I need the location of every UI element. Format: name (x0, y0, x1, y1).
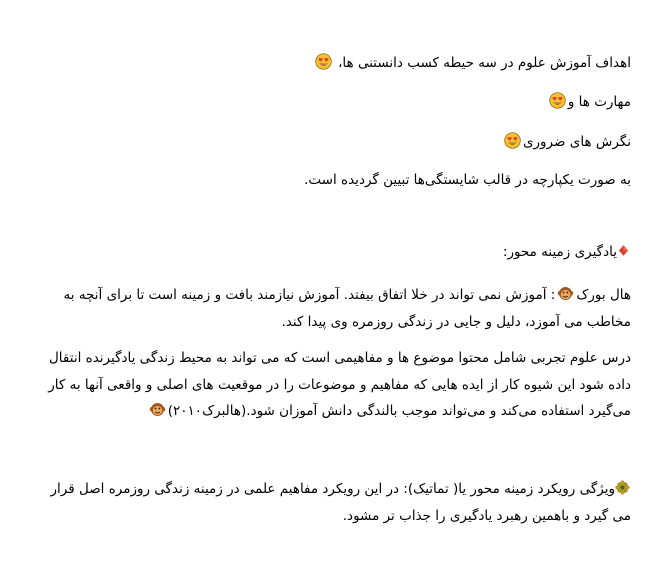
science-paragraph-line-1-text: درس علوم تجربی شامل محتوا موضوع ها و مفاهیمی است که می تواند به محیط زندگی یادگیرنده انتقال (49, 350, 631, 366)
smiling-face-heart-eyes-icon (315, 53, 332, 70)
goals-line-3-text: نگرش های ضروری (522, 134, 631, 150)
context-learning-heading-text: یادگیری زمینه محور: (502, 244, 617, 260)
thematic-approach-line-1 (24, 477, 631, 501)
science-paragraph-line-2-text: داده شود این شیوه کار از ایده هایی که مفاهیم و موضوعات را در موقعیت های اصلی و واقعی آنها به کار (48, 377, 631, 393)
goals-line-3 (24, 130, 631, 154)
thematic-approach-line-2-text: می گیرد و باهمین رهبرد یادگیری را جذاب تر مشود. (342, 508, 631, 524)
goals-line-1 (24, 51, 631, 75)
hallbork-paragraph-line-1 (24, 283, 631, 307)
hallbork-paragraph-text: : آموزش نمی تواند در خلا اتفاق بیفتد. آموزش نیازمند بافت و زمینه است تا برای آنچه به (63, 287, 556, 303)
science-paragraph-line-1 (24, 346, 631, 370)
science-paragraph-line-3 (24, 399, 631, 423)
goals-line-2 (24, 90, 631, 114)
smiling-face-heart-eyes-icon (504, 132, 521, 149)
goals-line-4-text: به صورت یکپارچه در قالب شایستگی‌ها تبیین گردیده است. (304, 172, 631, 188)
red-diamond-bullet-icon (617, 244, 630, 257)
hallbork-paragraph-line-2 (24, 310, 631, 334)
thematic-approach-line-1-text: ویژگی رویکرد زمینه محور یا( تماتیک): در این رویکرد مفاهیم علمی در زمینه زندگی روزمره اصل قرار (50, 481, 615, 497)
monkey-face-icon (149, 401, 166, 418)
context-learning-heading (24, 240, 631, 264)
goals-line-2-text: مهارت ها و (567, 94, 631, 110)
hallbork-name: هال بورک (576, 287, 631, 303)
goals-line-1-text: اهداف آموزش علوم در سه حیطه کسب دانستنی ها، (338, 55, 631, 71)
smiling-face-heart-eyes-icon (549, 92, 566, 109)
thematic-approach-line-2 (24, 504, 631, 528)
science-paragraph-line-2 (24, 373, 631, 397)
flower-bullet-icon (615, 480, 630, 495)
science-paragraph-line-3-text: می‌گیرد استفاده می‌کند و می‌تواند موجب بالندگی دانش آموزان شود.(هالبرک۲۰۱۰) (167, 403, 631, 419)
goals-line-4 (24, 168, 631, 192)
monkey-face-icon (557, 285, 574, 302)
hallbork-paragraph-line-2-text: مخاطب می آموزد، دلیل و جایی در زندگی روزمره وی پیدا کند. (281, 314, 631, 330)
